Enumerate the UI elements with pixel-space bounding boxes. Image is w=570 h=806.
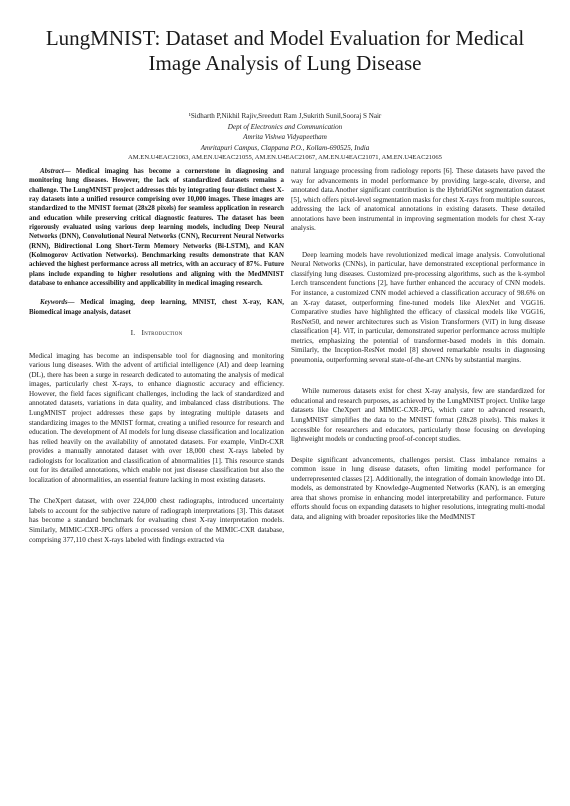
author-ids: AM.EN.U4EAC21063, AM.EN.U4EAC21055, AM.EN.U4EAC21067, AM.EN.U4EAC21071, AM.EN.U4EAC21065 <box>128 154 442 162</box>
section-title: Introduction <box>141 328 183 338</box>
keywords-text: Medical imaging, deep learning, MNIST, chest X-ray, KAN, Biomedical image analysis, dataset <box>29 299 284 316</box>
left-paragraph-2: The CheXpert dataset, with over 224,000 chest radiographs, introduced uncertainty labels to account for the subjective nature of radiograph interpretations [3]. This dataset has become a standard benchmark for evaluating chest X-ray interpretation models. Similarly, MIMIC-CXR-JPG offers a processed version of the MIMIC-CXR database, comprising 377,110 chest X-rays labeled with findings extracted via <box>29 497 284 544</box>
paper-title: LungMNIST: Dataset and Model Evaluation for Medical Image Analysis of Lung Disease <box>45 26 525 75</box>
left-paragraph-1: Medical imaging has become an indispensable tool for diagnosing and monitoring various lung diseases. With the advent of artificial intelligence (AI) and deep learning (DL), there has been a surge in research dedicated to automating the analysis of medical images, particularly chest X-rays, to enhance diagnostic accuracy and efficiency. However, the field faces significant challenges, including the lack of standardized and annotated datasets, variations in data quality, and imbalanced class distributions. The LungMNIST project addresses these gaps by integrating multiple datasets and standardizing images to the MNIST format, creating a unified resource for research and education. The development of AI models for lung disease classification and localization has relied heavily on the availability of annotated datasets. For example, VinDr-CXR provides a manually annotated dataset with over 18,000 chest X-rays labeled by radiologists for localization and classification of abnormalities [1]. This resource stands out for its detailed annotations, which enable not just disease classification but also the localization of abnormalities, an essential feature lacking in most existing datasets. <box>29 351 284 484</box>
section-heading <box>29 328 284 338</box>
abstract-text: Medical imaging has become a cornerstone in diagnosing and monitoring lung diseases. However, the lack of standardized datasets remains a challenge. The LungMNIST project addresses this by integrating four distinct chest X-ray datasets into a unified resource comprising over 10,000 images. These images are standardized to the MNIST format (28x28 pixels) for seamless application in research and education while preserving critical diagnostic features. The dataset has been rigorously evaluated using various deep learning models, including Deep Neural Networks (DNN), Convolutional Neural Networks (CNN), Recurrent Neural Networks (RNN), Bidirectional Long Short-Term Memory Networks (Bi-LSTM), and KAN (Kolmogorov Activation Networks). Benchmarking results demonstrate that KAN achieved the highest performance across all metrics, with an accuracy of 87%. Future plans include expanding to higher resolutions and aligning with the MedMNIST database to enhance accessibility and applicability in medical imaging research. <box>29 168 284 288</box>
abstract <box>29 167 284 288</box>
author-campus: Amritapuri Campus, Clappana P.O., Kollam-690525, India <box>200 143 370 152</box>
right-paragraph-4: Despite significant advancements, challenges persist. Class imbalance remains a common issue in lung disease datasets, often limiting model performance for underrepresented classes [2]. Additionally, the integration of domain knowledge into DL models, as demonstrated by Knowledge-Augmented Networks (KAN), is an emerging area that shows promise in enhancing model interpretability and performance. Future efforts should focus on expanding datasets to higher resolutions, integrating multi-modal data, and aligning with broader repositories like the MedMNIST <box>291 455 545 521</box>
keywords-label: Keywords— <box>40 299 75 307</box>
left-column <box>29 167 284 545</box>
right-paragraph-3: While numerous datasets exist for chest X-ray analysis, few are standardized for educational and research purposes, as achieved by the LungMNIST project. Unlike large datasets like CheXpert and MIMIC-CXR-JPG, which cater to advanced research, LungMNIST simplifies the data to the MNIST format (28x28 pixels). This makes it accessible for researchers and educators, particularly those focusing on developing lightweight models or conducting proof-of-concept studies. <box>291 387 545 444</box>
keywords <box>29 298 284 317</box>
right-paragraph-1: natural language processing from radiology reports [6]. These datasets have paved the way for advancements in model performance by providing large-scale, diverse, and annotated data.Another significant contribution is the HybridGNet segmentation dataset [5], which offers pixel-level segmentation masks for chest X-rays from multiple sources, addressing the lack of anatomical annotations in existing datasets. These detailed annotations have been instrumental in improving segmentation models for chest X-ray analysis. <box>291 167 545 233</box>
right-paragraph-2: Deep learning models have revolutionized medical image analysis. Convolutional Neural Networks (CNNs), in particular, have demonstrated exceptional performance in classifying lung diseases. Customized pre-processing algorithms, such as the k-symbol Lerch transcendent functions [2], have further enhanced the accuracy of CNN models. For instance, a customized CNN model achieved a classification accuracy of 98.6% on an X-ray dataset, outperforming fine-tuned models like AlexNet and VGG16. Comparative studies have highlighted the efficacy of classical models like VGG16, ResNet50, and newer architectures such as Vision Transformers (ViT) in lung disease classification [4]. ViT, in particular, demonstrated superior performance across multiple metrics, emphasizing the potential of transformer-based models in this domain. Similarly, the Inception-ResNet model [8] showed remarkable results in diagnosing pneumonia, outperforming several state-of-the-art CNNs by substantial margins. <box>291 250 545 364</box>
author-department: Dept of Electronics and Communication <box>227 122 343 131</box>
abstract-label: Abstract— <box>40 168 71 175</box>
author-university: Amrita Vishwa Vidyapeetham <box>243 133 327 142</box>
author-names: ¹Sidharth P,Nikhil Rajiv,Sreedutt Ram J,Sukrith Sunil,Sooraj S Nair <box>188 112 382 120</box>
right-column <box>291 167 545 523</box>
section-number: I. <box>130 328 136 338</box>
author-block <box>60 111 510 164</box>
